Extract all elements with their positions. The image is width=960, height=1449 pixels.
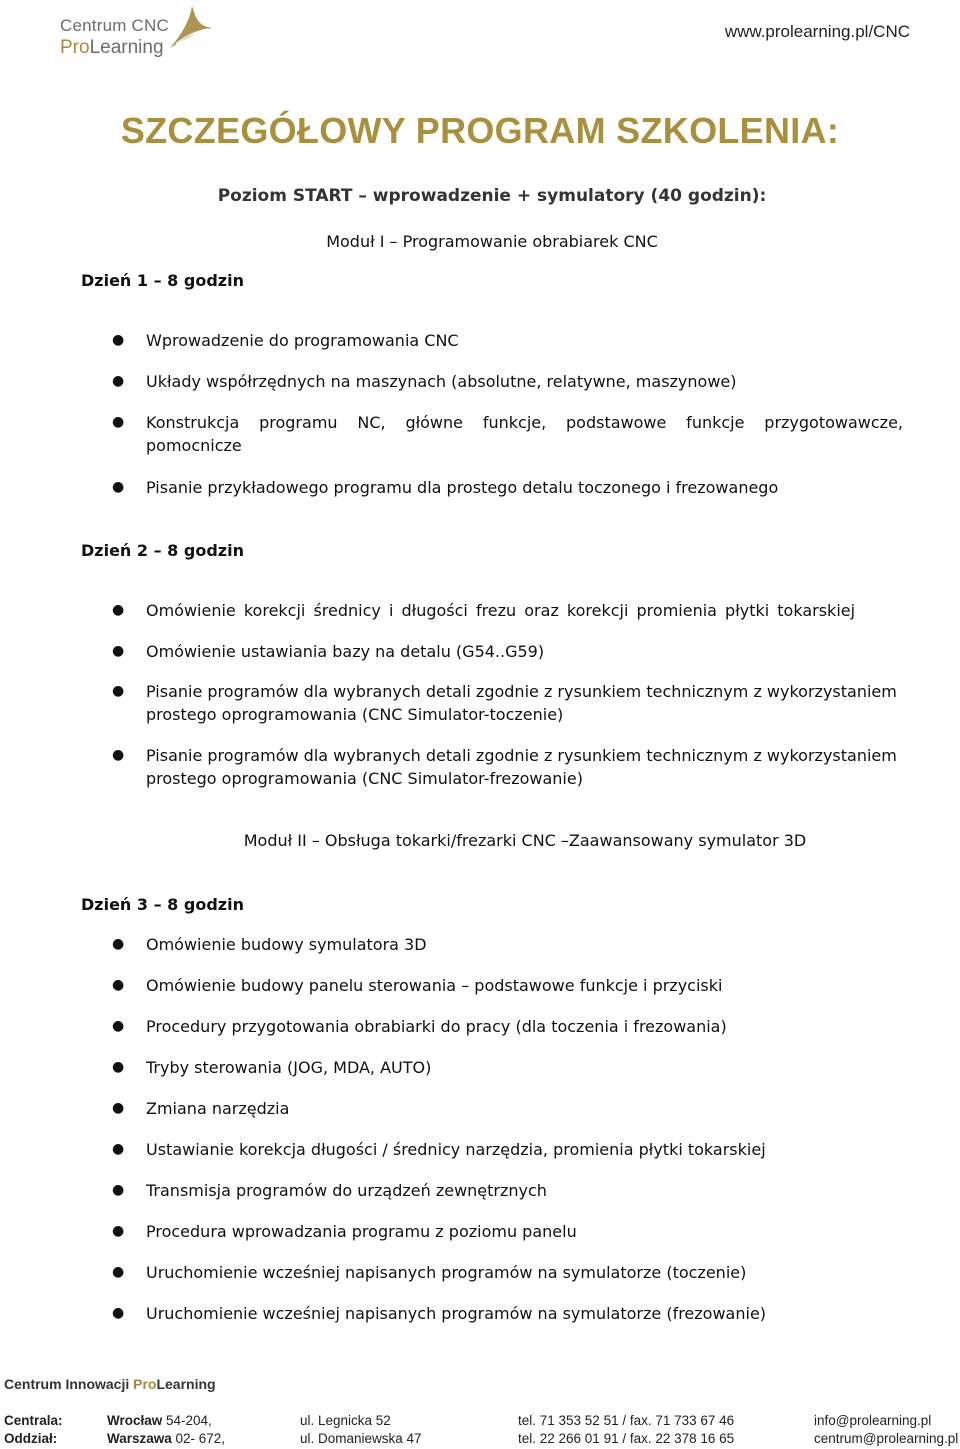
list-item: ● Układy współrzędnych na maszynach (absolutne, relatywne, maszynowe) xyxy=(112,372,737,391)
bullet-icon: ● xyxy=(112,1018,125,1034)
footer-phone: tel. 71 353 52 51 / fax. 71 733 67 46 xyxy=(518,1413,735,1428)
bullet-icon: ● xyxy=(112,479,125,495)
list-item: ● Uruchomienie wcześniej napisanych programów na symulatorze (toczenie) xyxy=(112,1263,747,1282)
list-item: ● Konstrukcja programu NC, główne funkcje, podstawowe funkcje przygotowawcze, pomocnicze xyxy=(112,413,903,455)
module-2-heading: Moduł II – Obsługa tokarki/frezarki CNC –Zaawansowany symulator 3D xyxy=(243,831,807,850)
page-title: SZCZEGÓŁOWY PROGRAM SZKOLENIA: xyxy=(120,110,840,151)
list-item: ● Zmiana narzędzia xyxy=(112,1099,290,1118)
bullet-icon: ● xyxy=(112,1305,125,1321)
bullet-icon: ● xyxy=(112,414,125,430)
bullet-icon: ● xyxy=(112,683,125,699)
list-item: ● Procedury przygotowania obrabiarki do pracy (dla toczenia i frezowania) xyxy=(112,1017,727,1036)
bullet-icon: ● xyxy=(112,332,125,348)
list-item: ● Pisanie przykładowego programu dla prostego detalu toczonego i frezowanego xyxy=(112,478,779,497)
swallow-icon xyxy=(168,4,214,52)
level-heading: Poziom START – wprowadzenie + symulatory (40 godzin): xyxy=(217,186,767,206)
prolearning-logo xyxy=(60,4,260,62)
list-item: ● Omówienie korekcji średnicy i długości frezu oraz korekcji promienia płytki tokarskiej xyxy=(112,601,856,620)
website-url[interactable]: www.prolearning.pl/CNC xyxy=(724,22,910,41)
day-1-list xyxy=(112,329,907,499)
footer-email[interactable]: info@prolearning.pl xyxy=(814,1413,932,1428)
list-item: ● Omówienie budowy panelu sterowania – podstawowe funkcje i przyciski xyxy=(112,976,723,995)
logo-text-line1: Centrum CNC xyxy=(60,16,169,35)
footer-label: Centrala: xyxy=(4,1413,63,1428)
list-item: ● Pisanie programów dla wybranych detali zgodnie z rysunkiem technicznym z wykorzystaniem prostego oprogramowania (CNC Simulator-frezowanie) xyxy=(112,746,897,788)
bullet-icon: ● xyxy=(112,1059,125,1075)
day-3-list xyxy=(112,933,907,1325)
bullet-icon: ● xyxy=(112,936,125,952)
bullet-icon: ● xyxy=(112,1223,125,1239)
list-item: ● Omówienie budowy symulatora 3D xyxy=(112,935,427,954)
logo-text-line2: ProLearning xyxy=(60,37,164,58)
bullet-icon: ● xyxy=(112,1100,125,1116)
bullet-icon: ● xyxy=(112,602,125,618)
bullet-icon: ● xyxy=(112,1182,125,1198)
bullet-icon: ● xyxy=(112,1141,125,1157)
footer-brand: Centrum Innowacji ProLearning xyxy=(4,1376,216,1392)
day-1-heading: Dzień 1 – 8 godzin xyxy=(81,271,244,290)
list-item: ● Tryby sterowania (JOG, MDA, AUTO) xyxy=(112,1058,432,1077)
day-2-list xyxy=(112,599,907,790)
bullet-icon: ● xyxy=(112,1264,125,1280)
footer-phone: tel. 22 266 01 91 / fax. 22 378 16 65 xyxy=(518,1431,735,1446)
footer-email[interactable]: centrum@prolearning.pl xyxy=(814,1431,959,1446)
list-item: ● Wprowadzenie do programowania CNC xyxy=(112,331,459,350)
footer-city: Wrocław 54-204, xyxy=(107,1413,212,1428)
footer-street: ul. Domaniewska 47 xyxy=(300,1431,422,1446)
list-item: ● Transmisja programów do urządzeń zewnętrznych xyxy=(112,1181,547,1200)
list-item: ● Pisanie programów dla wybranych detali zgodnie z rysunkiem technicznym z wykorzystaniem prostego oprogramowania (CNC Simulator-toczenie) xyxy=(112,682,897,724)
footer-label: Oddział: xyxy=(4,1431,58,1446)
day-2-heading: Dzień 2 – 8 godzin xyxy=(81,541,244,560)
list-item: ● Omówienie ustawiania bazy na detalu (G54..G59) xyxy=(112,642,545,661)
day-3-heading: Dzień 3 – 8 godzin xyxy=(81,895,244,914)
list-item: ● Procedura wprowadzania programu z poziomu panelu xyxy=(112,1222,577,1241)
bullet-icon: ● xyxy=(112,977,125,993)
footer-street: ul. Legnicka 52 xyxy=(300,1413,391,1428)
bullet-icon: ● xyxy=(112,747,125,763)
list-item: ● Ustawianie korekcja długości / średnicy narzędzia, promienia płytki tokarskiej xyxy=(112,1140,766,1159)
footer-city: Warszawa 02- 672, xyxy=(107,1431,226,1446)
list-item: ● Uruchomienie wcześniej napisanych programów na symulatorze (frezowanie) xyxy=(112,1304,767,1323)
module-1-heading: Moduł I – Programowanie obrabiarek CNC xyxy=(326,232,658,251)
bullet-icon: ● xyxy=(112,643,125,659)
bullet-icon: ● xyxy=(112,373,125,389)
